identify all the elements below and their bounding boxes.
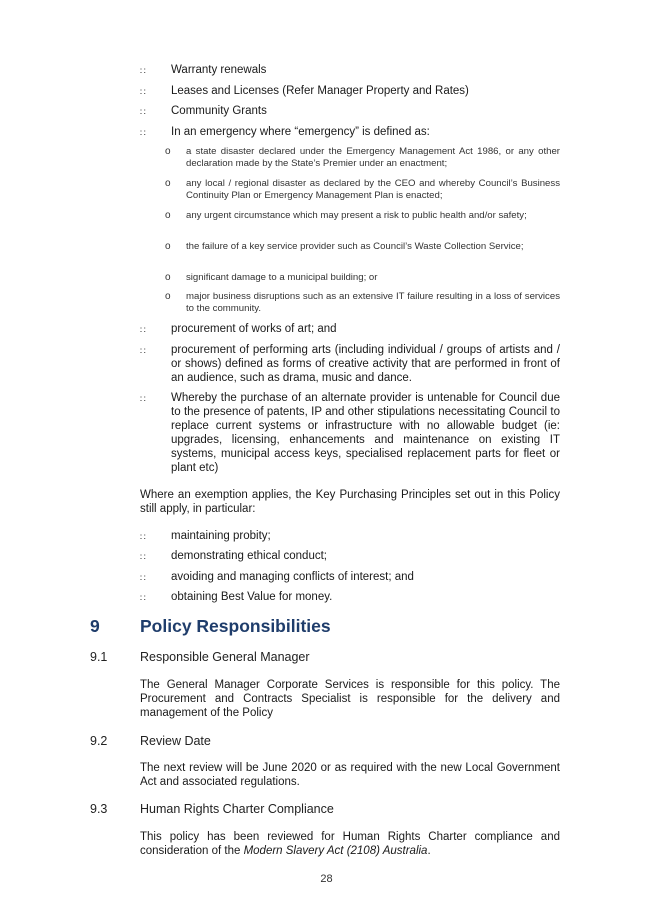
list-item-text: procurement of performing arts (including individual / groups of artists and / or shows) defined as forms of creative activity that are performed in front of an audience, such as drama, music and dance. bbox=[171, 344, 560, 384]
bullet-icon: ∷ bbox=[140, 325, 146, 335]
body-text-end: . bbox=[427, 845, 431, 857]
bullet-icon: ∷ bbox=[140, 552, 146, 562]
sub-list-item bbox=[165, 291, 560, 315]
list-item-text: Community Grants bbox=[171, 105, 267, 117]
list-item bbox=[140, 343, 560, 385]
section-title: Policy Responsibilities bbox=[140, 616, 331, 636]
circle-bullet-icon: o bbox=[165, 272, 171, 283]
list-item bbox=[140, 322, 560, 336]
list-item bbox=[140, 529, 560, 543]
list-item-text: Leases and Licenses (Refer Manager Property and Rates) bbox=[171, 85, 469, 97]
sub-list-item bbox=[165, 272, 560, 284]
list-item bbox=[140, 104, 560, 118]
list-item bbox=[140, 84, 560, 98]
sub-list-item-text: major business disruptions such as an extensive IT failure resulting in a loss of services to the community. bbox=[186, 291, 560, 314]
circle-bullet-icon: o bbox=[165, 146, 171, 157]
list-item-text: obtaining Best Value for money. bbox=[171, 591, 333, 603]
list-item-text: Warranty renewals bbox=[171, 64, 267, 76]
circle-bullet-icon: o bbox=[165, 291, 171, 302]
subsection-number: 9.3 bbox=[90, 802, 108, 816]
sub-list-item bbox=[165, 210, 560, 222]
section-number: 9 bbox=[90, 616, 100, 636]
subsection-body: The next review will be June 2020 or as required with the new Local Government Act and associated regulations. bbox=[140, 762, 560, 788]
bullet-icon: ∷ bbox=[140, 573, 146, 583]
sub-list-item-text: any urgent circumstance which may present a risk to public health and/or safety; bbox=[186, 210, 527, 221]
exemption-paragraph: Where an exemption applies, the Key Purchasing Principles set out in this Policy still apply, in particular: bbox=[140, 489, 560, 515]
list-item-text: avoiding and managing conflicts of interest; and bbox=[171, 571, 414, 583]
bullet-icon: ∷ bbox=[140, 107, 146, 117]
bullet-icon: ∷ bbox=[140, 394, 146, 404]
subsection-title: Human Rights Charter Compliance bbox=[140, 802, 334, 816]
page-number: 28 bbox=[320, 873, 333, 885]
sub-list-item bbox=[165, 146, 560, 170]
act-title: Modern Slavery Act (2108) Australia bbox=[243, 845, 428, 857]
bullet-icon: ∷ bbox=[140, 87, 146, 97]
list-item bbox=[140, 125, 560, 139]
subsection-number: 9.1 bbox=[90, 650, 108, 664]
bullet-icon: ∷ bbox=[140, 593, 146, 603]
sub-list-item-text: the failure of a key service provider such as Council’s Waste Collection Service; bbox=[186, 241, 524, 252]
circle-bullet-icon: o bbox=[165, 178, 171, 189]
sub-list-item bbox=[165, 178, 560, 202]
bullet-icon: ∷ bbox=[140, 128, 146, 138]
subsection-body bbox=[140, 830, 560, 858]
list-item-text: demonstrating ethical conduct; bbox=[171, 550, 327, 562]
bullet-icon: ∷ bbox=[140, 532, 146, 542]
bullet-icon: ∷ bbox=[140, 346, 146, 356]
body-text: This policy has been reviewed for Human Rights Charter compliance and consideration of the bbox=[140, 831, 560, 857]
circle-bullet-icon: o bbox=[165, 210, 171, 221]
list-item bbox=[140, 63, 560, 77]
sub-list-item-text: any local / regional disaster as declared by the CEO and whereby Council’s Business Continuity Plan or Emergency Management Plan is enacted; bbox=[186, 178, 560, 201]
list-item-text: maintaining probity; bbox=[171, 530, 271, 542]
subsection-title: Review Date bbox=[140, 734, 211, 748]
sub-list-item bbox=[165, 241, 560, 253]
list-item bbox=[140, 549, 560, 563]
bullet-icon: ∷ bbox=[140, 66, 146, 76]
list-item bbox=[140, 590, 560, 604]
subsection-title: Responsible General Manager bbox=[140, 650, 310, 664]
sub-list-item-text: a state disaster declared under the Emergency Management Act 1986, or any other declaration made by the State’s Premier under an enactment; bbox=[186, 146, 560, 169]
circle-bullet-icon: o bbox=[165, 241, 171, 252]
list-item-text: Whereby the purchase of an alternate provider is untenable for Council due to the presence of patents, IP and other stipulations necessitating Council to replace current systems or infrastructure with no allowable budget (ie: upgrades, licensing, enhancements and maintenance on existing IT systems, municipal access keys, specialised replacement parts for fleet or plant etc) bbox=[171, 392, 560, 474]
list-item-text: In an emergency where “emergency” is defined as: bbox=[171, 126, 430, 138]
subsection-body: The General Manager Corporate Services is responsible for this policy. The Procurement and Contracts Specialist is responsible for the delivery and management of the Policy bbox=[140, 679, 560, 719]
list-item bbox=[140, 391, 560, 475]
list-item bbox=[140, 570, 560, 584]
list-item-text: procurement of works of art; and bbox=[171, 323, 337, 335]
subsection-number: 9.2 bbox=[90, 734, 108, 748]
sub-list-item-text: significant damage to a municipal building; or bbox=[186, 272, 378, 283]
